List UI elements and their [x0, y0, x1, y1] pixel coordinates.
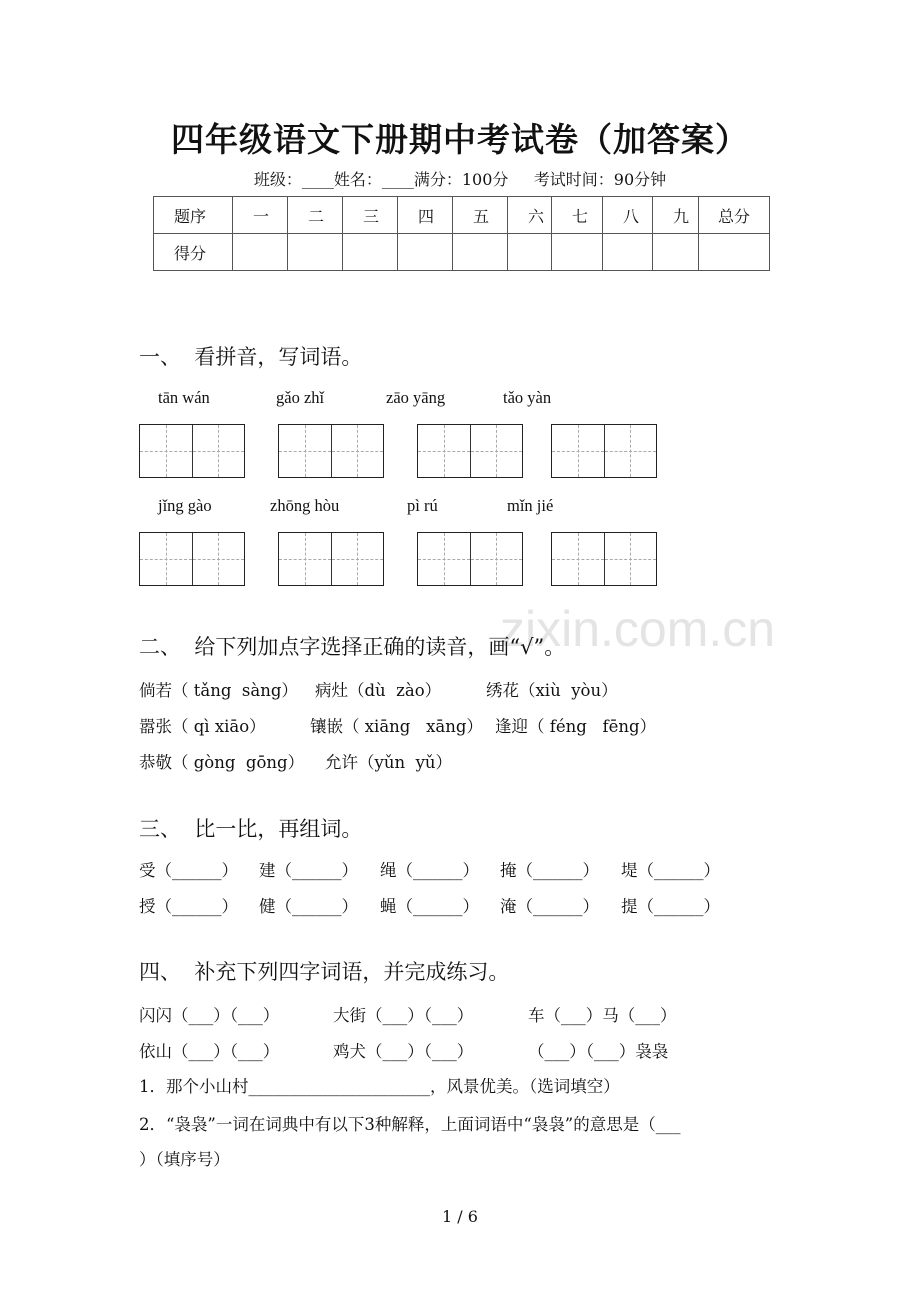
score-input[interactable] — [453, 234, 508, 271]
reading-item[interactable]: 绣花（xiù yòu） — [486, 681, 618, 700]
idiom-blank[interactable]: 闪闪（___）（___） — [139, 1006, 280, 1025]
pinyin-label: pì rú — [407, 496, 438, 515]
word-blank[interactable]: 淹（______） — [500, 897, 599, 916]
writing-grid[interactable] — [139, 424, 245, 478]
table-cell: 得分 — [154, 234, 233, 271]
reading-item[interactable]: 允许（yǔn yǔ） — [325, 753, 453, 772]
writing-grid[interactable] — [551, 532, 657, 586]
score-input[interactable] — [288, 234, 343, 271]
word-blank[interactable]: 受（______） — [139, 861, 238, 880]
table-row — [154, 234, 770, 271]
page-number: 1 / 6 — [442, 1207, 478, 1226]
writing-grid[interactable] — [417, 424, 523, 478]
table-cell: 三 — [343, 197, 398, 234]
table-cell: 五 — [453, 197, 508, 234]
reading-item[interactable]: 逢迎（ féng fēng） — [495, 717, 657, 736]
writing-grid[interactable] — [278, 532, 384, 586]
writing-grid[interactable] — [139, 532, 245, 586]
writing-grid[interactable] — [551, 424, 657, 478]
score-input[interactable] — [508, 234, 552, 271]
table-cell: 题序 — [154, 197, 233, 234]
pinyin-label: jǐng gào — [158, 496, 212, 515]
idiom-blank[interactable]: 鸡犬（___）（___） — [333, 1042, 474, 1061]
word-blank[interactable]: 健（______） — [259, 897, 358, 916]
question-2[interactable]: 2．“袅袅”一词在词典中有以下3种解释，上面词语中“袅袅”的意思是（___ — [139, 1115, 681, 1134]
table-cell: 九 — [653, 197, 699, 234]
watermark: zixin.com.cn — [500, 601, 776, 657]
reading-item[interactable]: 倘若（ tǎng sàng） — [139, 681, 298, 700]
score-input[interactable] — [552, 234, 603, 271]
pinyin-label: gǎo zhǐ — [276, 388, 325, 407]
table-cell: 六 — [508, 197, 552, 234]
reading-item[interactable]: 嚣张（ qì xiāo） — [139, 717, 266, 736]
score-input[interactable] — [699, 234, 770, 271]
exam-info: 班级：____姓名：____满分：100分 考试时间：90分钟 — [253, 170, 667, 189]
pinyin-label: zāo yāng — [386, 388, 446, 407]
reading-item[interactable]: 镶嵌（ xiāng xāng） — [310, 717, 483, 736]
reading-item[interactable]: 恭敬（ gòng gōng） — [139, 753, 305, 772]
score-input[interactable] — [398, 234, 453, 271]
table-cell: 二 — [288, 197, 343, 234]
idiom-blank[interactable]: 大街（___）（___） — [333, 1006, 474, 1025]
table-cell: 一 — [233, 197, 288, 234]
score-input[interactable] — [233, 234, 288, 271]
pinyin-label: zhōng hòu — [270, 496, 340, 515]
writing-grid[interactable] — [417, 532, 523, 586]
page-title: 四年级语文下册期中考试卷（加答案） — [171, 120, 749, 159]
word-blank[interactable]: 绳（______） — [380, 861, 479, 880]
idiom-blank[interactable]: 车（___）马（___） — [528, 1006, 677, 1025]
writing-grid[interactable] — [278, 424, 384, 478]
section-2-heading: 二、 给下列加点字选择正确的读音，画“√”。 — [139, 635, 566, 659]
score-input[interactable] — [653, 234, 699, 271]
score-input[interactable] — [343, 234, 398, 271]
word-blank[interactable]: 提（______） — [621, 897, 720, 916]
section-1-heading: 一、 看拼音，写词语。 — [139, 345, 363, 369]
word-blank[interactable]: 堤（______） — [621, 861, 720, 880]
table-cell: 八 — [603, 197, 653, 234]
table-cell: 总分 — [699, 197, 770, 234]
table-cell: 四 — [398, 197, 453, 234]
pinyin-label: tǎo yàn — [503, 388, 552, 407]
question-2-continued: ）（填序号） — [139, 1150, 230, 1169]
score-input[interactable] — [603, 234, 653, 271]
section-3-heading: 三、 比一比，再组词。 — [139, 817, 363, 841]
pinyin-label: mǐn jié — [507, 496, 554, 515]
question-1[interactable]: 1．那个小山村______________________，风景优美。（选词填空） — [139, 1077, 620, 1096]
reading-item[interactable]: 病灶（dù zào） — [315, 681, 442, 700]
section-4-heading: 四、 补充下列四字词语，并完成练习。 — [139, 960, 510, 984]
word-blank[interactable]: 建（______） — [259, 861, 358, 880]
pinyin-label: tān wán — [158, 388, 210, 407]
word-blank[interactable]: 掩（______） — [500, 861, 599, 880]
table-row — [154, 197, 770, 234]
word-blank[interactable]: 授（______） — [139, 897, 238, 916]
table-cell: 七 — [552, 197, 603, 234]
score-table — [153, 196, 770, 271]
word-blank[interactable]: 蝇（______） — [380, 897, 479, 916]
idiom-blank[interactable]: （___）（___）袅袅 — [528, 1042, 669, 1061]
idiom-blank[interactable]: 依山（___）（___） — [139, 1042, 280, 1061]
